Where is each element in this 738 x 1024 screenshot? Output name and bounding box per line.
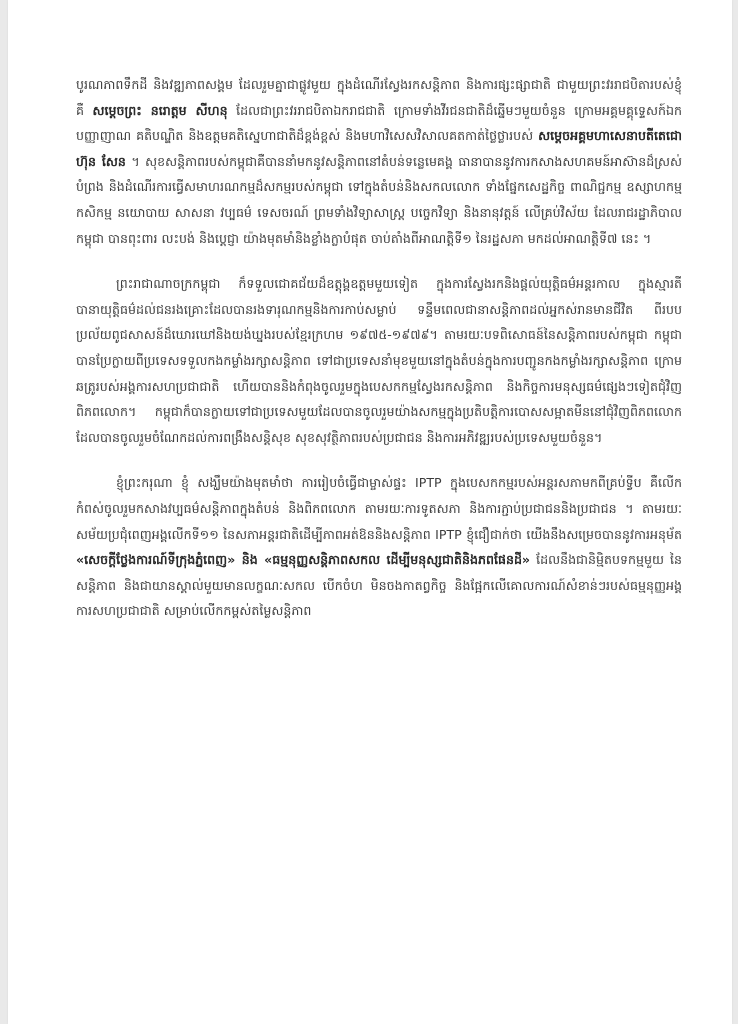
paragraph-3 (76, 470, 682, 624)
document-body (76, 72, 682, 624)
paragraph-2 (76, 271, 682, 450)
paragraph-1-text: ។ សុខសន្តិភាពរបស់កម្ពុជាគឺបាននាំមកនូវសន្តិភាពនៅតំបន់ទន្លេមេគង្គ ធានាបាននូវការកសាងសហគមន៍អាស៊ានដ៏ស្រស់បំព្រង និងដំណើរការធ្វើសមាហរណកម្មដ៏សកម្មរបស់កម្ពុជា ទៅក្នុងតំបន់និងសកលលោក ទាំងផ្នែកសេដ្ឋកិច្ច ពាណិជ្ជកម្ម ឧស្សាហកម្ម កសិកម្ម នយោបាយ សាសនា វប្បធម៌ ទេសចរណ៍ ព្រមទាំងវិទ្យាសាស្ត្រ បច្ចេកវិទ្យា និងនានុវត្តន៍ លើគ្រប់វិស័យ ដែលរាជរដ្ឋាភិបាលកម្ពុជា បានពុះពារ លះបង់ និងប្តេជ្ញា យ៉ាងមុតមាំនិងខ្លាំងក្លាបំផុត ចាប់តាំងពីអាណត្តិទី១ នៃរដ្ឋសភា មកដល់អាណត្តិទី៧ នេះ ។ (76, 153, 683, 246)
paragraph-1-text: ដែលជាព្រះវររាជបិតាឯករាជជាតិ ក្រោមទាំងវីរជនជាតិដ៏ឆ្នើមៗមួយចំនួន ក្រោមអគ្គមគ្គុទ្ទេសក៍ឯកបញ្ញាញាណ គតិបណ្ឌិត និងឧត្តមគតិស្នេហាជាតិដ៏ខ្ពង់ខ្ពស់ និងមហាវិសេសវិសាលគតកាត់ថ្លៃថ្លារបស់ (76, 102, 682, 144)
paragraph-1-text: បូរណភាពទឹកដី និងវឌ្ឍភាពសង្គម ដែលរួមគ្នាជាផ្លូវមួយ ក្នុងដំណើរស្វែងរកសន្តិភាព និងការផ្សះផ្សាជាតិ ជាមួយព្រះវររាជបិតារបស់ខ្ញុំ គឺ (76, 77, 682, 118)
paragraph-3-text: ដែលនឹងជានិម្មិតបទកម្មមួយ នៃសន្តិភាព និងជាយានស្គាល់មួយមានលក្ខណៈសកល បើកចំហ មិនចងកាតព្វកិច្ច និងផ្អែកលើគោលការណ៍សំខាន់ៗរបស់ធម្មនុញ្ញអង្គការសហប្រជាជាតិ សម្រាប់លើកកម្ពស់តម្លៃសន្តិភាព (76, 552, 682, 619)
paragraph-1-emphasis-name: សម្តេចអគ្គមហាសេនាបតីតេជោ ហ៊ុន សែន (76, 128, 682, 169)
paragraph-3-emphasis-title: «សេចក្តីថ្លែងការណ៍ទីក្រុងភ្នំពេញ» និង «ធម្មនុញ្ញសន្តិភាពសកល ដើម្បីមនុស្សជាតិនិងភពផែនដី» (76, 552, 531, 568)
paragraph-3-text: ខ្ញុំព្រះករុណា ខ្ញុំ សង្ឃឹមយ៉ាងមុតមាំថា ការរៀបចំធ្វើជាម្ចាស់ផ្ទះ IPTP ក្នុងបេសកកម្មរបស់អន្តរសភាមកពីគ្រប់ទ្វីប គឺលើកកំពស់ចូលរួមកសាងវប្បធម៌សន្តិភាពក្នុងតំបន់ និងពិភពលោក តាមរយៈការទូតសភា និងការភ្ជាប់ប្រជាជននិងប្រជាជន ។ តាមរយៈសម័យប្រជុំពេញអង្គលើកទី១១ នៃសភាអន្តរជាតិដើម្បីភាពអត់ឱននិងសន្តិភាព IPTP ខ្ញុំជឿជាក់ថា យើងនឹងសម្រេចបាននូវការអនុម័ត (76, 475, 682, 542)
document-page (8, 0, 732, 1024)
paragraph-2-text: ព្រះរាជាណាចក្រកម្ពុជា ក៏ទទួលជោគជ័យដ៏ឧត្តុង្គឧត្តមមួយទៀត ក្នុងការស្វែងរកនិងផ្តល់យុត្តិធម៌អន្តរកាល ក្នុងស្មារតីបានាយុត្តិធម៌ដល់ជនរងគ្រោះដែលបានរងទារុណកម្មនិងការកាប់សម្លាប់ ទន្ទឹមពេលជានាសន្តិភាពដល់អ្នកស់រានមានជីវិត ពីរបបប្រល័យពូជសាសន៍ដ៏ឃោរឃៅនិងយង់ឃ្នងរបស់ខ្មែរក្រហម ១៩៧៥-១៩៧៩។ តាមរយៈបទពិសោធន៍នៃសន្តិភាពរបស់កម្ពុជា កម្ពុជាបានប្រែក្លាយពីប្រទេសទទួលកងកម្លាំងរក្សាសន្តិភាព ទៅជាប្រទេសនាំមុខមួយនៅក្នុងតំបន់ក្នុងការបញ្ជូនកងកម្លាំងរក្សាសន្តិភាព ក្រោមឆត្រូរបស់អង្គការសហប្រជាជាតិ ហើយបាននិងកំពុងចូលរួមក្នុងបេសកកម្មស្វែងរកសន្តិភាព និងកិច្ចការមនុស្សធម៌ផ្សេងៗទៀតជុំវិញពិភពលោក។ កម្ពុជាក៏បានក្លាយទៅជាប្រទេសមួយដែលបានចូលរួមយ៉ាងសកម្មក្នុងប្រតិបត្តិការបោសសម្អាតមីននៅជុំវិញពិភពលោក ដែលបានចូលរួមចំណែកដល់ការពង្រឹងសន្តិសុខ សុខសុវត្ថិភាពរបស់ប្រជាជន និងការអភិវឌ្ឍរបស់ប្រទេសមួយចំនួន។ (76, 276, 682, 445)
paragraph-1-emphasis-name: សម្តេចព្រះ នរោត្តម សីហនុ (92, 102, 228, 118)
paragraph-1 (76, 72, 682, 251)
